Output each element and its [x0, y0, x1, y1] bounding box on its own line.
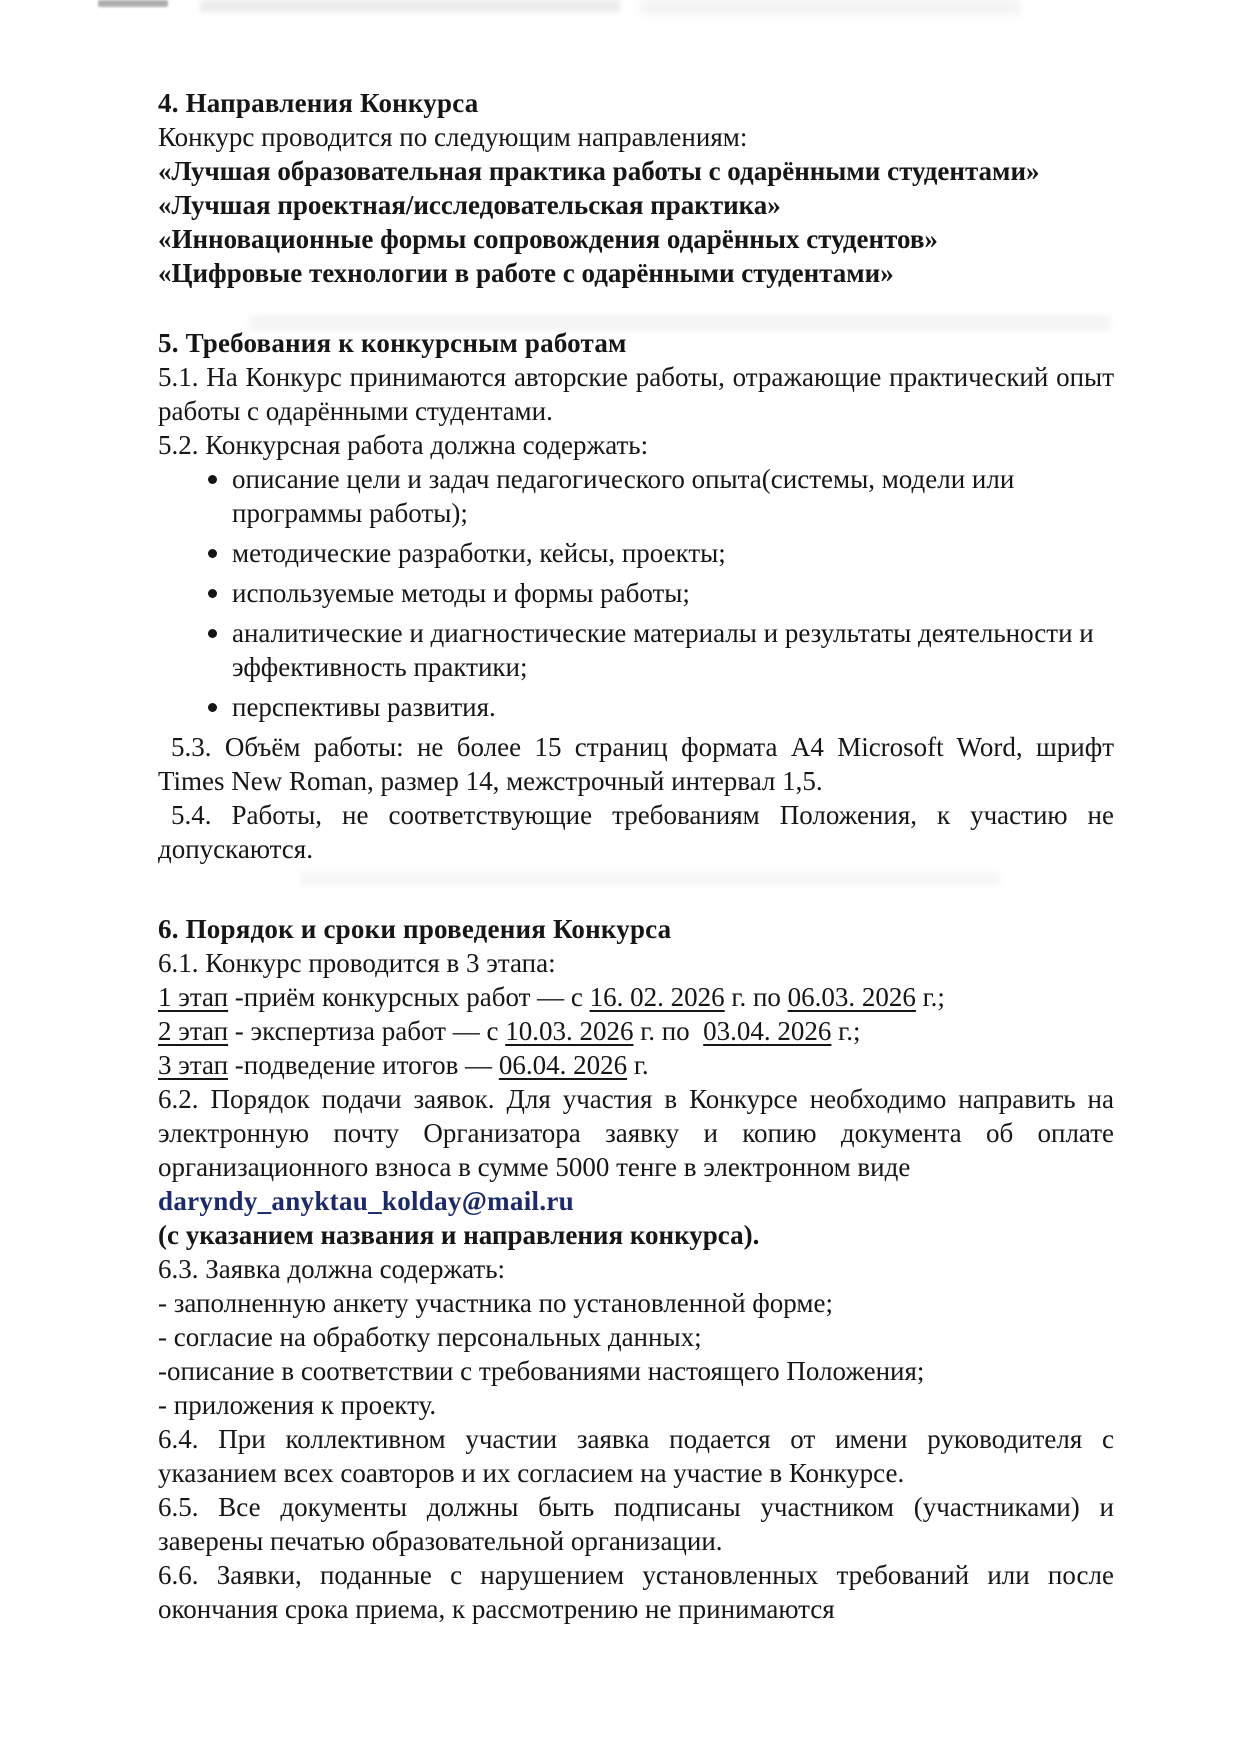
- clause-5-3: 5.3. Объём работы: не более 15 страниц формата A4 Microsoft Word, шрифт Times New Roman, размер 14, межстрочный интервал 1,5.: [158, 732, 1114, 796]
- checklist-item: - заполненную анкету участника по установленной форме;: [158, 1288, 833, 1318]
- clause-5-4: 5.4. Работы, не соответствующие требованиям Положения, к участию не допускаются.: [158, 800, 1114, 864]
- list-item: используемые методы и формы работы;: [206, 576, 1114, 610]
- stage-text: г.;: [915, 982, 945, 1012]
- stage-label: 2 этап: [158, 1016, 229, 1046]
- stage-text: г. по: [633, 1016, 704, 1046]
- section-4-directions: [158, 86, 1114, 290]
- list-item: перспективы развития.: [206, 690, 1114, 724]
- stage-label: 1 этап: [158, 982, 229, 1012]
- section-6-procedure: [158, 912, 1114, 1626]
- direction-item: «Инновационные формы сопровождения одарённых студентов»: [158, 224, 938, 254]
- stage-text: - экспертиза работ — с: [228, 1016, 506, 1046]
- stage-date-end: 06.03. 2026: [787, 982, 916, 1012]
- list-item: описание цели и задач педагогического опыта(системы, модели или программы работы);: [206, 462, 1114, 530]
- email-note: (с указанием названия и направления конкурса).: [158, 1220, 760, 1250]
- stage-text: г.;: [831, 1016, 861, 1046]
- stage-text: г. по: [724, 982, 788, 1012]
- stage-text: -приём конкурсных работ — с: [228, 982, 590, 1012]
- section-4-intro: Конкурс проводится по следующим направлениям:: [158, 122, 748, 152]
- clause-6-5: 6.5. Все документы должны быть подписаны участником (участниками) и заверены печатью образовательной организации.: [158, 1492, 1114, 1556]
- stage-date-start: 10.03. 2026: [505, 1016, 634, 1046]
- stage-date-start: 16. 02. 2026: [589, 982, 725, 1012]
- direction-item: «Лучшая проектная/исследовательская практика»: [158, 190, 781, 220]
- stage-line-3: [158, 1048, 1114, 1082]
- section-5-heading: 5. Требования к конкурсным работам: [158, 328, 627, 358]
- stage-date-end: 03.04. 2026: [703, 1016, 832, 1046]
- section-4-heading: 4. Направления Конкурса: [158, 88, 479, 118]
- contact-email: daryndy_anyktau_kolday@mail.ru: [158, 1186, 574, 1216]
- list-item: методические разработки, кейсы, проекты;: [206, 536, 1114, 570]
- scan-artifact: [200, 0, 620, 12]
- clause-6-1: 6.1. Конкурс проводится в 3 этапа:: [158, 948, 556, 978]
- list-item: аналитические и диагностические материалы и результаты деятельности и эффективность практики;: [206, 616, 1114, 684]
- clause-6-4: 6.4. При коллективном участии заявка подается от имени руководителя с указанием всех соавторов и их согласием на участие в Конкурсе.: [158, 1424, 1114, 1488]
- clause-6-2: 6.2. Порядок подачи заявок. Для участия в Конкурсе необходимо направить на электронную почту Организатора заявку и копию документа об оплате организационного взноса в сумме 5000 тенге в электронном виде: [158, 1084, 1114, 1182]
- stage-line-1: [158, 980, 1114, 1014]
- clause-6-6: 6.6. Заявки, поданные с нарушением установленных требований или после окончания срока приема, к рассмотрению не принимаются: [158, 1560, 1114, 1624]
- clause-5-2: 5.2. Конкурсная работа должна содержать:: [158, 430, 649, 460]
- stage-label: 3 этап: [158, 1050, 229, 1080]
- requirements-list: [158, 462, 1114, 724]
- section-5-requirements: [158, 326, 1114, 866]
- checklist-item: -описание в соответствии с требованиями настоящего Положения;: [158, 1356, 925, 1386]
- clause-5-1: 5.1. На Конкурс принимаются авторские работы, отражающие практический опыт работы с одарёнными студентами.: [158, 362, 1114, 426]
- direction-item: «Лучшая образовательная практика работы с одарёнными студентами»: [158, 156, 1040, 186]
- stage-text: -подведение итогов —: [228, 1050, 499, 1080]
- scan-artifact: [98, 0, 168, 7]
- stage-date-final: 06.04. 2026: [498, 1050, 628, 1080]
- section-6-heading: 6. Порядок и сроки проведения Конкурса: [158, 914, 672, 944]
- stage-line-2: [158, 1014, 1114, 1048]
- checklist-item: - согласие на обработку персональных данных;: [158, 1322, 702, 1352]
- checklist-item: - приложения к проекту.: [158, 1390, 437, 1420]
- stage-text: г.: [627, 1050, 649, 1080]
- direction-item: «Цифровые технологии в работе с одарёнными студентами»: [158, 258, 894, 288]
- document-page: [158, 86, 1114, 1626]
- scan-artifact: [640, 0, 1020, 14]
- clause-6-3: 6.3. Заявка должна содержать:: [158, 1254, 506, 1284]
